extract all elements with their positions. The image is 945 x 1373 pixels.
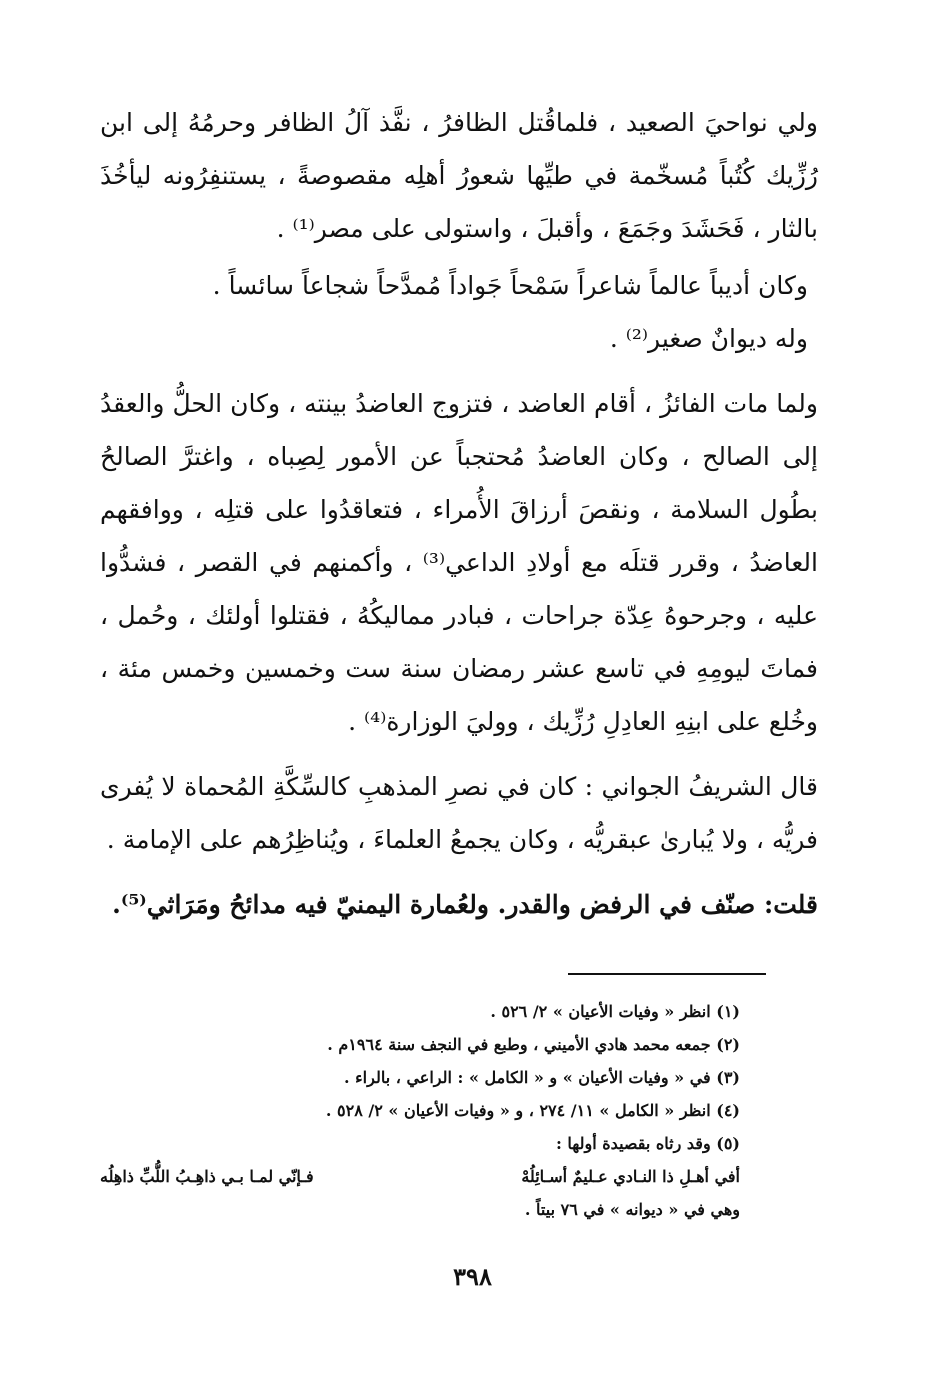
paragraph-5: قال الشريفُ الجواني : كان في نصرِ المذهبِ كالسِّكَّةِ المُحماة لا يُفرى فريُّه ، ولا يُبارىٰ عبقريُّه ، وكان يجمعُ العلماءَ ، ويُناظِرُهم على الإمامة . (100, 772, 818, 854)
paragraph-6: قلت: صنّف في الرفض والقدر. ولعُمارة اليمنيّ فيه مدائحُ ومَرَاثي⁽⁵⁾. (112, 890, 818, 919)
footnotes (100, 995, 740, 1226)
page-number: ٣٩٨ (453, 1262, 492, 1291)
paragraph-4: ولما مات الفائزُ ، أقام العاضد ، فتزوج العاضدُ بينته ، وكان الحلُّ والعقدُ إلى الصالح ، وكان العاضدُ مُحتجباً عن الأمور لِصِباه ، واغترَّ الصالحُ بطُول السلامة ، ونقصَ أرزاقَ الأُمراء ، فتعاقدُوا على قتلِه ، ووافقهم العاضدُ ، وقرر قتلَه مع أولادِ الداعي⁽³⁾ ، وأكمنهم في القصر ، فشدُّوا عليه ، وجرحوهُ عِدّة جراحات ، فبادر مماليكُهُ ، فقتلوا أولئك ، وحُمل ، فماتَ ليومِهِ في تاسع عشر رمضان سنة ست وخمسين وخمس مئة ، وخُلع على ابنِهِ العادِلِ رُزِّيك ، ووليَ الوزارة⁽⁴⁾ . (100, 389, 818, 736)
footnote-separator (568, 973, 766, 975)
paragraph-1: ولي نواحيَ الصعيد ، فلماقُتل الظافرُ ، نفَّذ آلُ الظافر وحرمُهُ إلى ابن رُزِّيك كُتُباً مُسخّمة في طيِّها شعورُ أهلِه مقصوصةً ، يستنفِرُونه ليأخُذَ بالثار ، فَحَشَدَ وجَمَعَ ، وأقبلَ ، واستولى على مصر⁽¹⁾ . (100, 108, 818, 243)
footnote-3: (٣) في « وفيات الأعيان » و « الكامل » : الراعي ، بالراء . (344, 1068, 740, 1087)
main-text (100, 96, 818, 931)
paragraph-3: وله ديوانٌ صغير⁽²⁾ . (609, 324, 808, 353)
verse-first-hemistich: أفي أهـلِ ذا النـادي عـليمٌ أسـائِلُهْ (521, 1167, 740, 1186)
footnote-2: (٢) جمعه محمد هادي الأميني ، وطبع في النجف سنة ١٩٦٤م . (327, 1035, 740, 1054)
verse-second-hemistich: فـإنّي لمـا بـي ذاهِـبُ اللُّبِّ ذاهِلُه (100, 1167, 314, 1186)
poem-verse (100, 1160, 740, 1193)
footnote-4: (٤) انظر « الكامل » ١١/ ٢٧٤ ، و « وفيات الأعيان » ٢/ ٥٢٨ . (325, 1101, 740, 1120)
footnote-5: (٥) وقد رثاه بقصيدة أولها : (555, 1134, 740, 1153)
paragraph-2: وكان أديباً عالماً شاعراً سَمْحاً جَواداً مُمدَّحاً شجاعاً سائساً . (212, 271, 808, 300)
footnote-1: (١) انظر « وفيات الأعيان » ٢/ ٥٢٦ . (490, 1002, 740, 1021)
footnote-5-continuation: وهي في « ديوانه » في ٧٦ بيتاً . (524, 1200, 740, 1219)
